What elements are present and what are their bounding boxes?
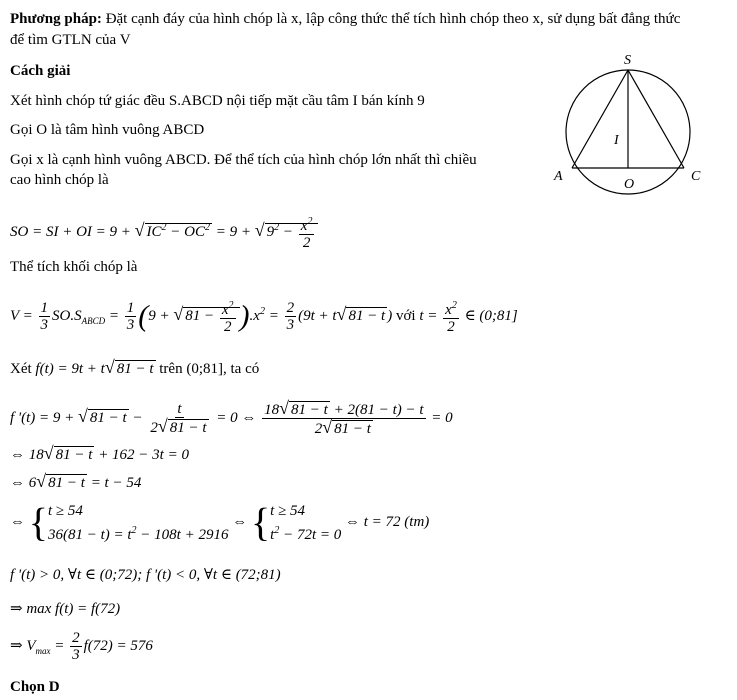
- formula-vmax: ⇒ $V_{max}$ = $\frac{2}{3}$ f(72) = 576: [10, 630, 153, 664]
- method-text-1: Đặt cạnh đáy của hình chóp là x, lập công thức thể tích hình chóp theo x, sử dụng bất đẳng thức: [101, 11, 681, 27]
- formula-step-1: ⇔ 18√ 81 − t + 162 − 3t = 0: [10, 443, 189, 463]
- formula-derivative: f '(t) = 9 + √ 81 − t − $\frac{t}{2√ 81 - t}$ = 0 ⇔ $\frac{18√ 81 - t + 2(81 - t) - t}{2√ 81 - t}$ = 0: [10, 398, 453, 438]
- sphere-diagram: [548, 48, 718, 198]
- solution-heading: Cách giải: [10, 63, 71, 79]
- edge-SC: [628, 70, 684, 168]
- label-C: C: [691, 169, 701, 184]
- solution-p3b: cao hình chóp là: [10, 172, 109, 188]
- label-I: I: [614, 133, 619, 148]
- answer: Chọn D: [10, 679, 60, 695]
- solution-p2: Gọi O là tâm hình vuông ABCD: [10, 122, 205, 138]
- formula-system: ⇔ { t ≥ 54 $36(81 - t) = t^2 - 108t + 2916$ ⇔ { t ≥ 54 $t^2 - 72t = 0$ ⇔ t = 72 (tm): [10, 499, 430, 545]
- label-S: S: [624, 53, 631, 68]
- method-label: Phương pháp:: [10, 11, 102, 27]
- tm-label: (tm): [404, 514, 430, 530]
- solution-p4: Thể tích khối chóp là: [10, 259, 138, 275]
- formula-sign: f '(t) > 0, ∀t ∈ (0;72); f '(t) < 0, ∀t ∈ (72;81): [10, 567, 281, 583]
- formula-volume: V = $\frac{1}{3}$ $SO.S_{ABCD}$ = $\frac{1}{3}$ (9 + √ 81 − $\frac{x^2}{2}$ )$.x^2$ = $\frac{2}{3}$ (9t + t√ 81 − t ) với t = $\frac{x^2}{2}$ ∈ (0;81]: [10, 299, 518, 336]
- formula-step-2: ⇔ 6√ 81 − t = t − 54: [10, 471, 142, 491]
- with-word: với: [395, 308, 416, 324]
- method-line-1: [10, 10, 680, 28]
- formula-consider: Xét f(t) = 9t + t√ 81 − t trên (0;81], ta có: [10, 357, 260, 377]
- solution-p3a: Gọi x là cạnh hình vuông ABCD. Để thể tích của hình chóp lớn nhất thì chiều: [10, 152, 477, 168]
- consider-prefix: Xét: [10, 361, 32, 377]
- consider-suffix: trên (0;81], ta có: [159, 361, 260, 377]
- edge-SA: [572, 70, 628, 168]
- label-O: O: [624, 177, 635, 192]
- solution-p1: Xét hình chóp tứ giác đều S.ABCD nội tiếp mặt cầu tâm I bán kính 9: [10, 93, 425, 109]
- formula-SO: SO = SI + OI = 9 + √ $IC^2 - OC^2 = 9$ + √ $9^2$ − $\frac{x^2}{2}$: [10, 210, 318, 251]
- method-text-2: để tìm GTLN của V: [10, 32, 131, 48]
- formula-max: ⇒ max f(t) = f(72): [10, 601, 121, 617]
- label-A: A: [554, 169, 563, 184]
